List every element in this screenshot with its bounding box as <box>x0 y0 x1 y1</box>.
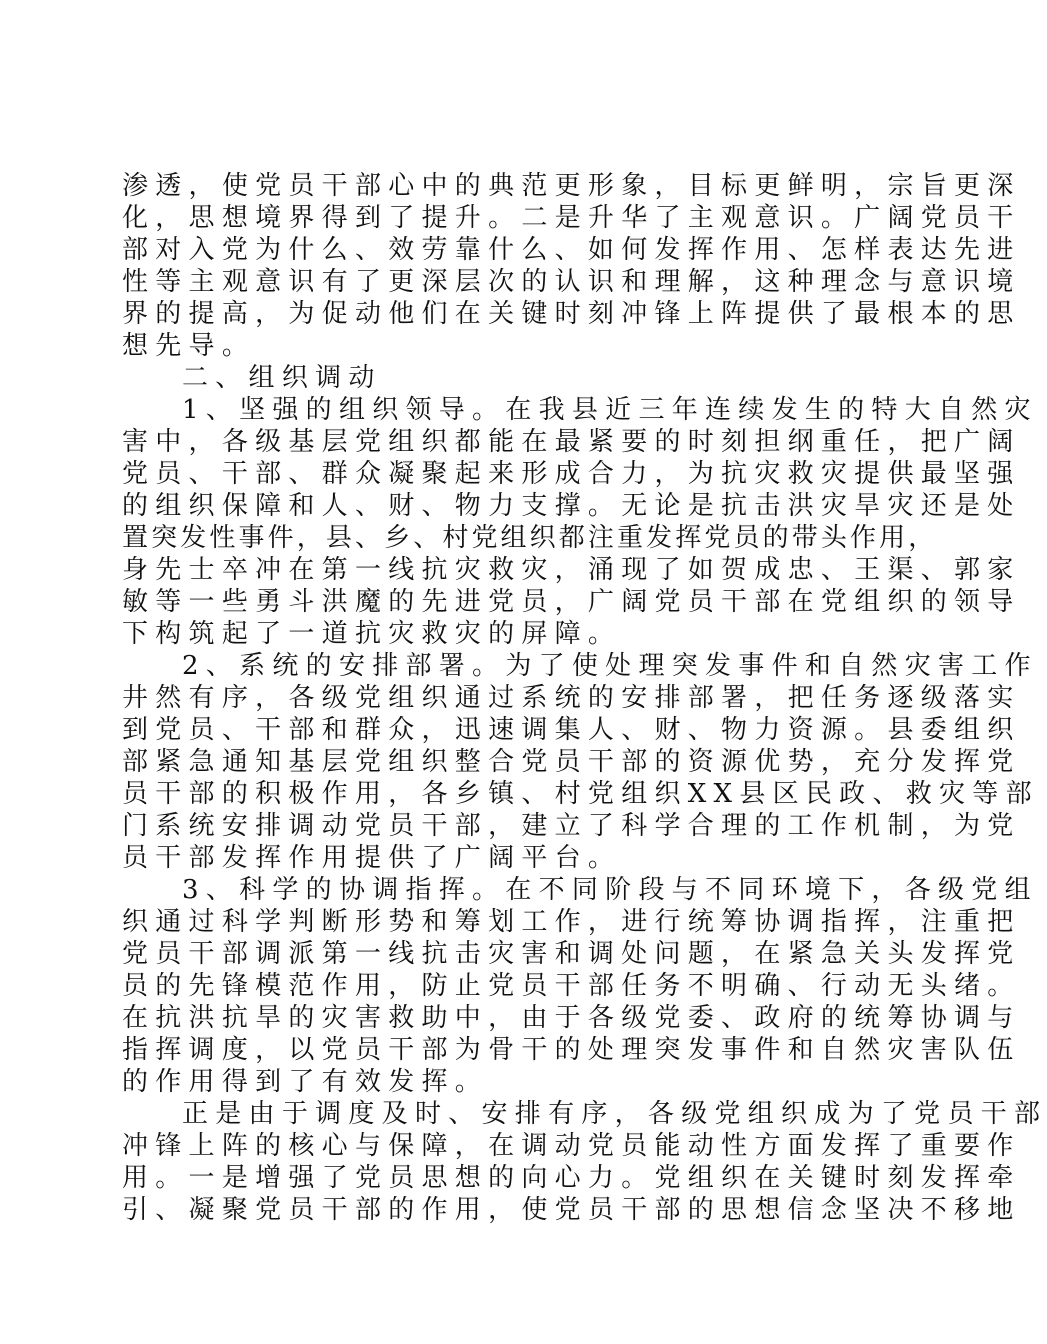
text-line: 织通过科学判断形势和筹划工作，进行统筹协调指挥，注重把 <box>122 907 1021 937</box>
text-line: 党员干部调派第一线抗击灾害和调处问题，在紧急关头发挥党 <box>122 939 1021 969</box>
text-line: 门系统安排调动党员干部，建立了科学合理的工作机制，为党 <box>122 811 1021 841</box>
text-line: 到党员、干部和群众，迅速调集人、财、物力资源。县委组织 <box>122 715 1021 745</box>
text-line: 下构筑起了一道抗灾救灾的屏障。 <box>122 619 622 649</box>
text-line: 化，思想境界得到了提升。二是升华了主观意识。广阔党员干 <box>122 203 1021 233</box>
text-line: 井然有序，各级党组织通过系统的安排部署，把任务逐级落实 <box>122 683 1021 713</box>
paragraph-start: 2、系统的安排部署。为了使处理突发事件和自然灾害工作 <box>182 651 1038 681</box>
text-line: 指挥调度，以党员干部为骨干的处理突发事件和自然灾害队伍 <box>122 1035 1021 1065</box>
text-line: 敏等一些勇斗洪魔的先进党员，广阔党员干部在党组织的领导 <box>122 587 1021 617</box>
paragraph-start: 3、科学的协调指挥。在不同阶段与不同环境下，各级党组 <box>182 875 1038 905</box>
text-line: 在抗洪抗旱的灾害救助中，由于各级党委、政府的统筹协调与 <box>122 1003 1021 1033</box>
text-line: 想先导。 <box>122 331 256 361</box>
text-line: 党员、干部、群众凝聚起来形成合力，为抗灾救灾提供最坚强 <box>122 459 1021 489</box>
text-line: 性等主观意识有了更深层次的认识和理解，这种理念与意识境 <box>122 267 1021 297</box>
text-line: 置突发性事件，县、乡、村党组织都注重发挥党员的带头作用， <box>122 523 938 553</box>
text-line: 员干部的积极作用，各乡镇、村党组织XX县区民政、救灾等部 <box>122 779 1039 809</box>
text-line: 用。一是增强了党员思想的向心力。党组织在关键时刻发挥牵 <box>122 1163 1021 1193</box>
text-line: 身先士卒冲在第一线抗灾救灾，涌现了如贺成忠、王渠、郭家 <box>122 555 1021 585</box>
text-line: 员干部发挥作用提供了广阔平台。 <box>122 843 622 873</box>
paragraph-start: 1、坚强的组织领导。在我县近三年连续发生的特大自然灾 <box>182 395 1038 425</box>
text-line: 的组织保障和人、财、物力支撑。无论是抗击洪灾旱灾还是处 <box>122 491 1021 521</box>
document-body <box>122 170 1047 1226</box>
text-line: 员的先锋模范作用，防止党员干部任务不明确、行动无头绪。 <box>122 971 1021 1001</box>
text-line: 部紧急通知基层党组织整合党员干部的资源优势，充分发挥党 <box>122 747 1021 777</box>
text-line: 害中，各级基层党组织都能在最紧要的时刻担纲重任，把广阔 <box>122 427 1021 457</box>
paragraph-start: 正是由于调度及时、安排有序，各级党组织成为了党员干部 <box>182 1099 1047 1129</box>
text-line: 冲锋上阵的核心与保障，在调动党员能动性方面发挥了重要作 <box>122 1131 1021 1161</box>
text-line: 部对入党为什么、效劳靠什么、如何发挥作用、怎样表达先进 <box>122 235 1021 265</box>
text-line: 的作用得到了有效发挥。 <box>122 1067 489 1097</box>
section-heading: 二、组织调动 <box>182 363 382 393</box>
text-line: 界的提高，为促动他们在关键时刻冲锋上阵提供了最根本的思 <box>122 299 1021 329</box>
text-line: 引、凝聚党员干部的作用，使党员干部的思想信念坚决不移地 <box>122 1195 1021 1225</box>
text-line: 渗透，使党员干部心中的典范更形象，目标更鲜明，宗旨更深 <box>122 171 1021 201</box>
